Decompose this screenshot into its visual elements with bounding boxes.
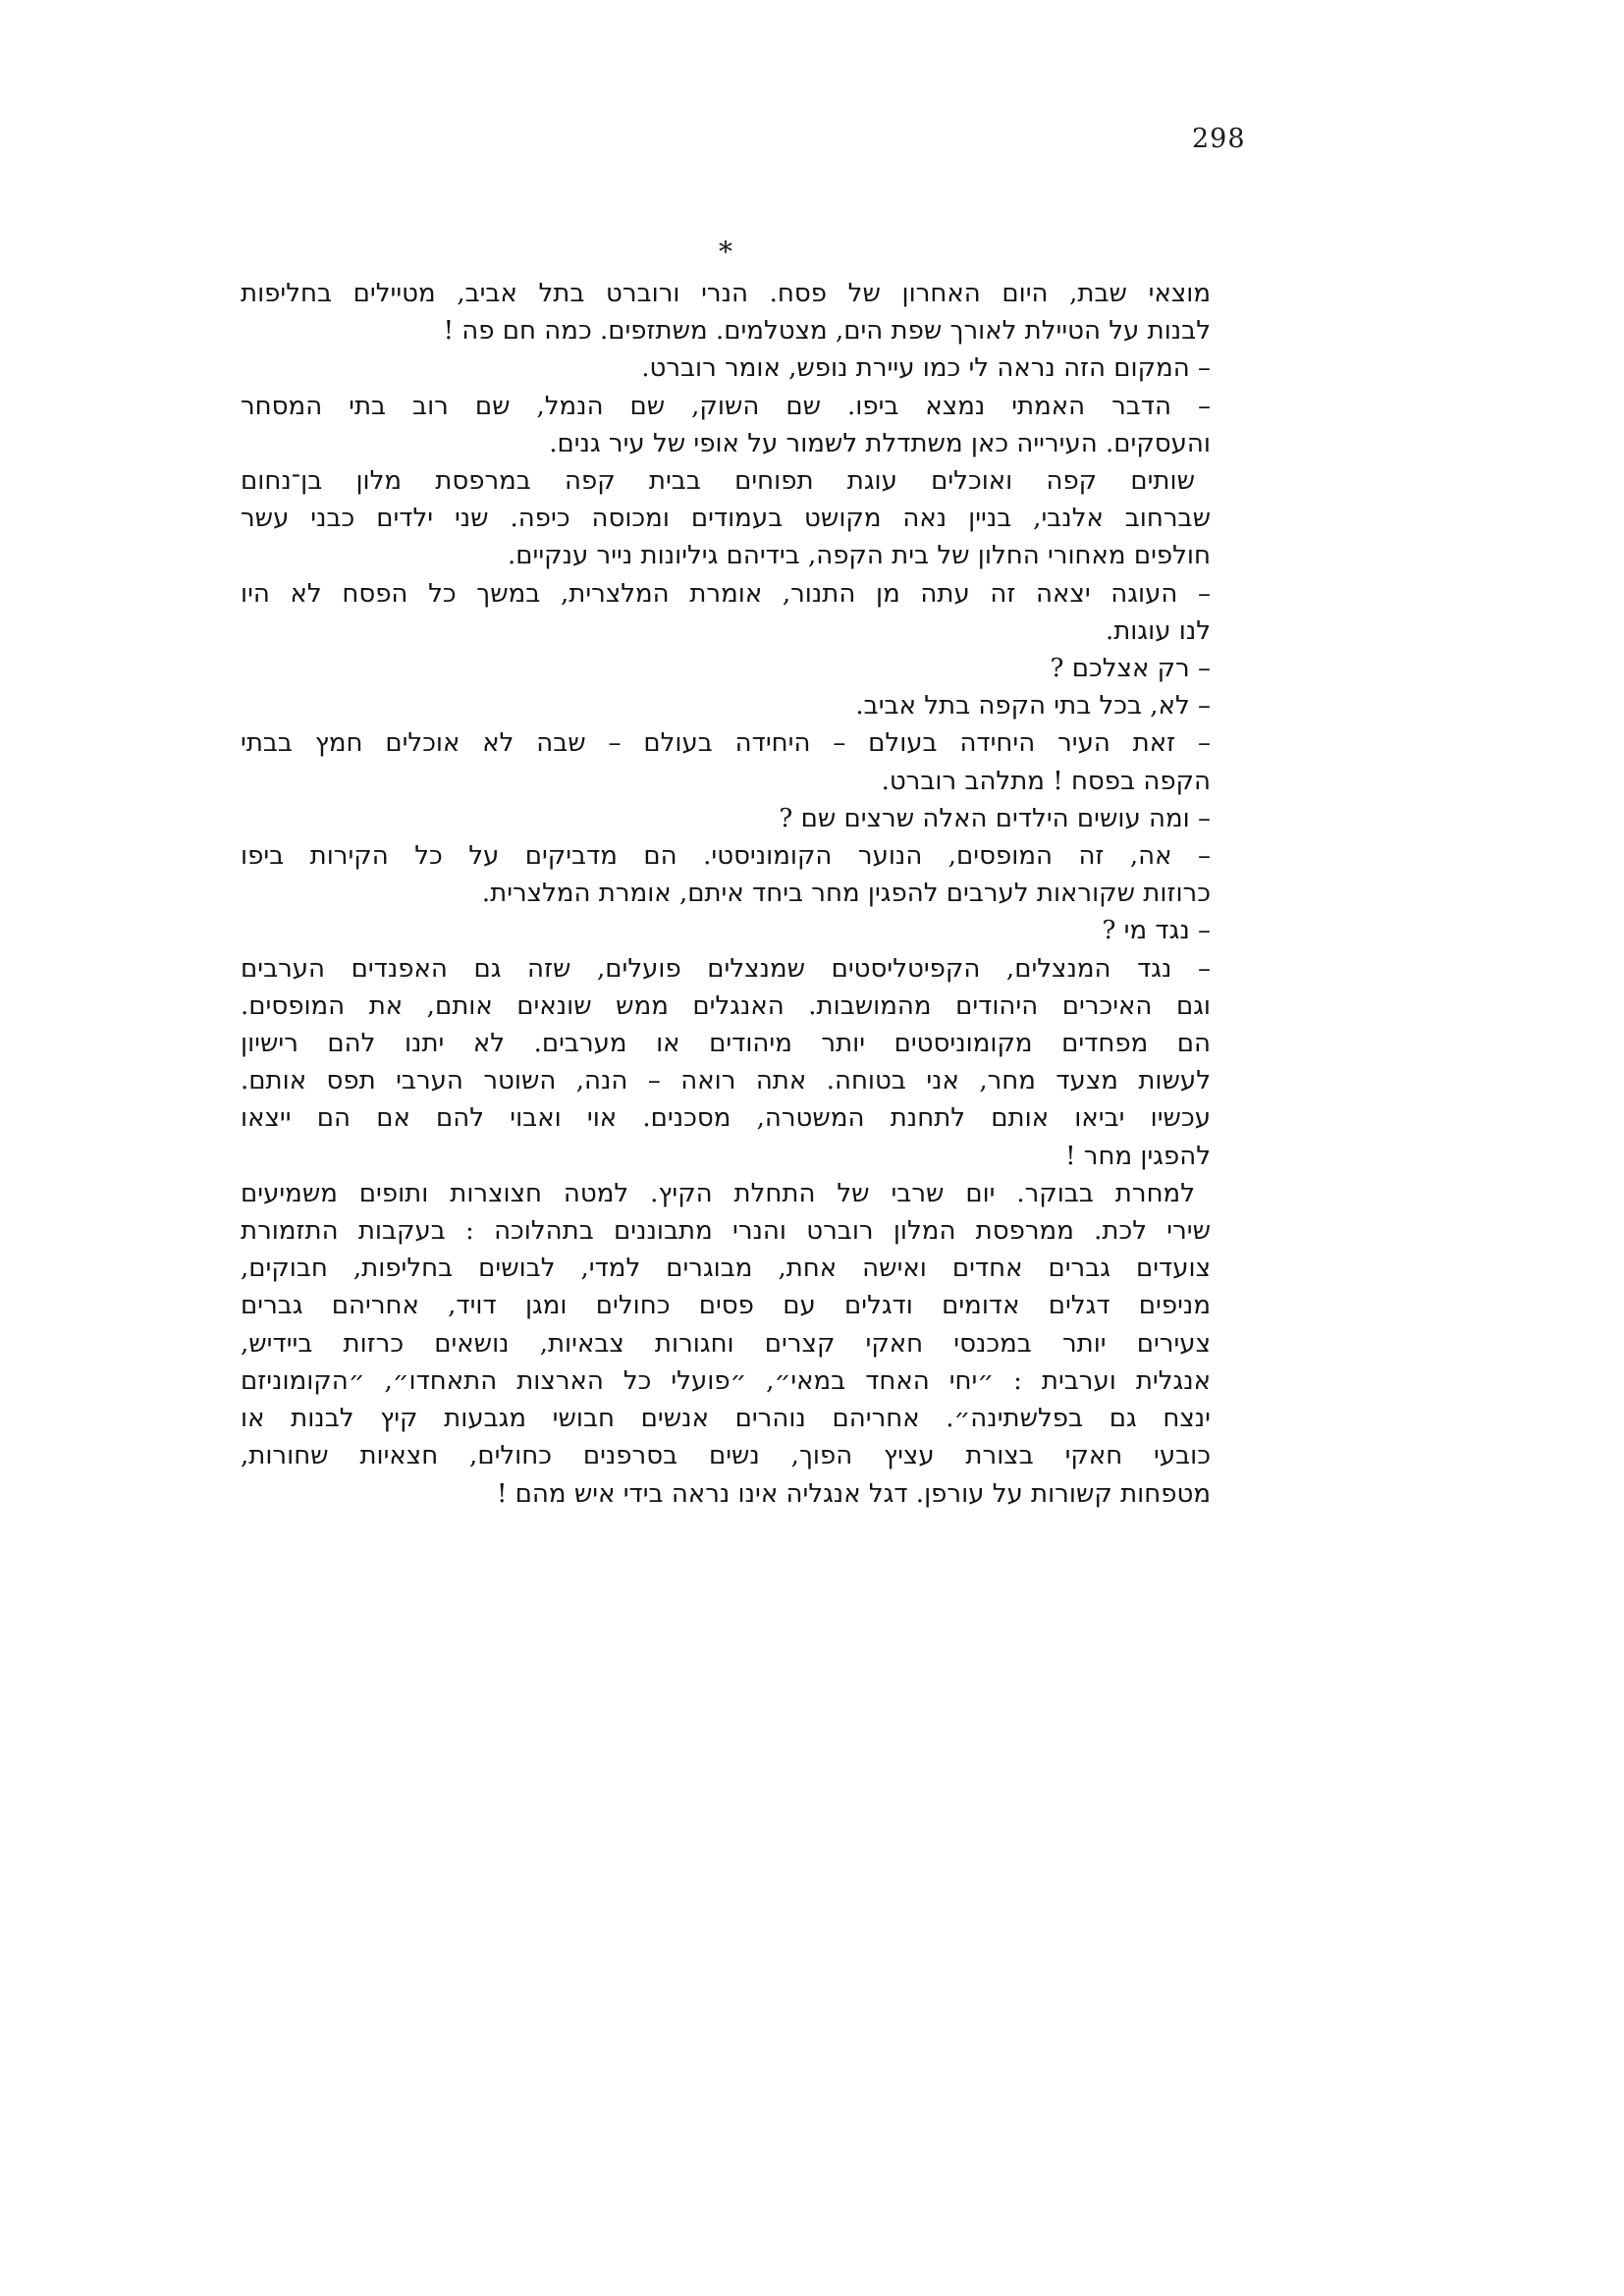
text-line: למחרת בבוקר. יום שרבי של התחלת הקיץ. למטה חצוצרות ותופים משמיעים [241,1178,1195,1208]
paragraph [241,275,1211,349]
paragraph [241,950,1211,1175]
text-line: לנו עוגות. [1105,615,1211,646]
text-line: – ומה עושים הילדים האלה שרצים שם ? [779,803,1211,833]
text-line: ינצח גם בפלשתינה״. אחריהם נוהרים אנשים חבושי מגבעות קיץ לבנות או [241,1404,1212,1434]
text-line: – הדבר האמתי נמצא ביפו. שם השוק, שם הנמל, שם רוב בתי המסחר [241,391,1211,421]
text-line: חולפים מאחורי החלון של בית הקפה, בידיהם גיליונות נייר ענקיים. [508,541,1211,571]
paragraph [241,349,1211,387]
text-line: לעשות מצעד מחר, אני בטוחה. אתה רואה – הנה, השוטר הערבי תפס אותם. [241,1066,1211,1096]
text-line: – נגד המנצלים, הקפיטליסטים שמנצלים פועלים, שזה גם האפנדים הערבים [241,953,1211,984]
text-line: שותים קפה ואוכלים עוגת תפוחים בבית קפה במרפסת מלון בן־נחום [241,466,1195,497]
text-line: – זאת העיר היחידה בעולם – היחידה בעולם – שבה לא אוכלים חמץ בבתי [241,728,1211,759]
paragraph [241,724,1211,799]
text-line: – המקום הזה נראה לי כמו עיירת נופש, אומר רוברט. [641,353,1211,384]
text-line: אנגלית וערבית : ״יחי האחד במאי״, ״פועלי כל הארצות התאחדו״, ״הקומוניזם [241,1365,1211,1396]
paragraph [241,912,1211,949]
text-line: צעירים יותר במכנסי חאקי קצרים וחגורות צבאיות, נושאים כרזות ביידיש, [241,1328,1211,1359]
text-line: לבנות על הטיילת לאורך שפת הים, מצטלמים. משתזפים. כמה חם פה ! [443,316,1211,347]
text-line: – אה, זה המופסים, הנוער הקומוניסטי. הם מדביקים על כל הקירות ביפו [241,841,1212,872]
text-line: הקפה בפסח ! מתלהב רוברט. [881,766,1211,796]
text-line: – נגד מי ? [1102,916,1211,946]
paragraph [241,800,1211,837]
text-line: להפגין מחר ! [1065,1141,1211,1171]
text-line: שירי לכת. ממרפסת המלון רוברט והנרי מתבוננים בתהלוכה : בעקבות התזמורת [241,1216,1211,1247]
paragraph [241,687,1211,724]
page-number: 298 [1192,124,1246,154]
paragraph [241,650,1211,687]
text-line: הם מפחדים מקומוניסטים יותר מיהודים או מערבים. לא יתנו להם רישיון [241,1029,1211,1059]
text-line: עכשיו יביאו אותם לתחנת המשטרה, מסכנים. אוי ואבוי להם אם הם ייצאו [241,1103,1211,1134]
paragraph [241,1175,1211,1513]
paragraph [241,462,1211,575]
text-line: – העוגה יצאה זה עתה מן התנור, אומרת המלצרית, במשך כל הפסח לא היו [241,578,1211,609]
text-body [241,275,1211,1513]
section-divider-asterisk: * [719,236,732,268]
text-line: מניפים דגלים אדומים ודגלים עם פסים כחולים ומגן דויד, אחריהם גברים [241,1291,1211,1321]
paragraph [241,837,1211,912]
text-line: מוצאי שבת, היום האחרון של פסח. הנרי ורוברט בתל אביב, מטיילים בחליפות [241,279,1211,308]
text-line: כובעי חאקי בצורת עציץ הפוך, נשים בסרפנים כחולים, חצאיות שחורות, [241,1441,1211,1471]
text-line: שברחוב אלנבי, בניין נאה מקושט בעמודים ומכוסה כיפה. שני ילדים כבני עשר [241,504,1211,534]
text-line: והעסקים. העירייה כאן משתדלת לשמור על אופי של עיר גנים. [549,428,1211,458]
text-line: מטפחות קשורות על עורפן. דגל אנגליה אינו נראה בידי איש מהם ! [496,1478,1211,1509]
text-line: וגם האיכרים היהודים מהמושבות. האנגלים ממש שונאים אותם, את המופסים. [241,990,1211,1021]
text-line: – רק אצלכם ? [1050,654,1211,684]
text-line: כרוזות שקוראות לערבים להפגין מחר ביחד איתם, אומרת המלצרית. [481,879,1211,909]
text-line: – לא, בכל בתי הקפה בתל אביב. [855,691,1211,721]
paragraph [241,575,1211,650]
page-text-column [241,234,1211,1513]
text-line: צועדים גברים אחדים ואישה אחת, מבוגרים למדי, לבושים בחליפות, חבוקים, [241,1254,1211,1284]
paragraph [241,388,1211,462]
